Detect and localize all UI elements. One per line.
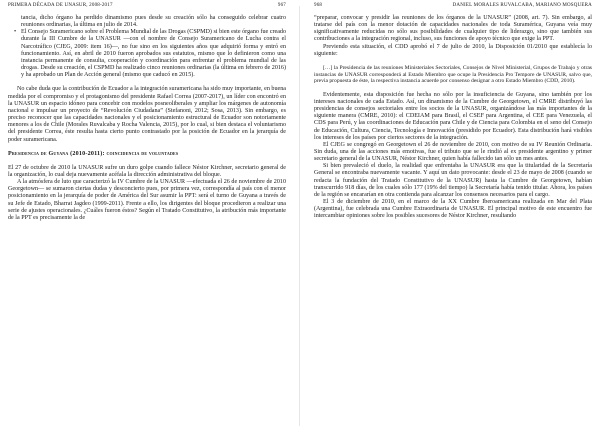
bullet-list bbox=[8, 15, 286, 79]
left-page bbox=[8, 0, 286, 431]
list-item-text: El Consejo Suramericano sobre el Problema Mundial de las Drogas (CSPMD) si bien este órgano fue creado durante la III Cumbre de la UNASUR —con el nombre de Consejo Suramericano de Lucha contra el Narcotráfico (CJEG, 2009: item 16)—, no fue sino en los siguientes años que adquirió forma y entró en funcionamiento. Así, en abril de 2010 fueron aprobados sus estatutos, mismo que lo definieron como una instancia permanente de consulta, cooperación y coordinación para enfrentar el problema mundial de las drogas. Desde su creación, el CSPMD ha realizado cinco reuniones ordinarias (la última en febrero de 2016) y ha aprobado un Plan de Acción general (mismo que caducó en 2015). bbox=[21, 29, 286, 79]
paragraph: A la atmósfera de luto que caracterizó la IV Cumbre de la UNASUR —efectuada el 26 de noviembre de 2010 Georgetown— se sumaron ciertas dudas y desconcierto pues, por primera vez, correspondía al país con el menor posicionamiento en la jerarquía de poder de América del Sur asumir la PPT: será el turno de Guyana a través de su Jefe de Estado, Bharrat Jagdeo (1999-2011). Frente a ello, los dirigentes del bloque procedieron a realizar una serie de ajustes operacionales. ¿Cuáles fueron éstos? Según el Tratado Constitutivo, la atribución más importante de la PPT es precisamente la de bbox=[8, 179, 286, 221]
paragraph: El 3 de diciembre de 2010, en el marco de la XX Cumbre Iberoamericana realizada en Mar del Plata (Argentina), fue celebrada una Cumbre Extraordinaria de UNASUR. El principal motivo de este encuentro fue intercambiar opiniones sobre los posibles sucesores de Néstor Kirchner, resultando bbox=[314, 199, 592, 220]
paragraph: No cabe duda que la contribución de Ecuador a la integración suramericana ha sido muy importante, en buena medida por el compromiso y el protagonismo del presidente Rafael Correa (2007-2017), un líder con encontró en la UNASUR un espacio idóneo para concebir con modelos posneoliberales y ampliar los márgenes de autonomía nacional e impulsar un proyecto de “Revolución Ciudadana” (Stefanoni, 2012; Sosa, 2013). Sin embargo, es preciso reconocer que las capacidades nacionales y el posicionamiento estructural de Ecuador son notoriamente menores a los de Chile (Morales Ruvalcaba y Rocha Valencia, 2015), por lo cual, si bien destaca el voluntarismo del presidente Correa, éste resulta hasta cierto punto contrastado por la posición de Ecuador en la jerarquía de poder suramericana. bbox=[8, 86, 286, 143]
left-page-body bbox=[8, 15, 286, 222]
paragraph: El 27 de octubre de 2010 la UNASUR sufre un duro golpe cuando fallece Néstor Kirchner, secretario general de la organización, lo cual deja nuevamente acéfala la dirección administrativa del bloque. bbox=[8, 164, 286, 178]
right-page-number: 968 bbox=[314, 3, 323, 8]
list-item-text: tancia, dicho órgano ha perdido dinamismo pues desde su creación sólo ha conseguido celebrar cuatro reuniones ordinarias, la última en julio de 2014. bbox=[21, 15, 286, 29]
section-heading: Presidencia de Guyana (2010-2011): coincidencia de voluntades bbox=[8, 150, 179, 157]
right-page bbox=[314, 0, 592, 431]
right-running-header bbox=[314, 0, 592, 12]
bullet-icon: • bbox=[14, 29, 17, 36]
list-item-continuation bbox=[21, 15, 286, 29]
right-running-head-authors: DANIEL MORALES RUVALCABA, MARIANO MOSQUERA bbox=[452, 3, 592, 8]
block-quote: […] la Presidencia de las reuniones Ministeriales Sectoriales, Consejos de Nivel Ministerial, Grupos de Trabajo y otras instancias de UNASUR corresponderá al Estado Miembro que ocupe la Presidencia Pro Tempore de UNASUR, salvo que, previa propuesta de éste, la respectiva instancia acuerde por consenso designar a otro Estado Miembro (CDD, 2010). bbox=[314, 64, 592, 85]
paragraph: Si bien prevaleció el duelo, la realidad que enfrentaba la UNASUR era que la titularidad de la Secretaría General se encontraba nuevamente vacante. Y aquí un dato provocante: desde el 23 de mayo de 2008 (cuando se redacta la fundación del Tratado Constitutivo de la UNASUR) hasta la Cumbre de Georgetown, habían transcurrido 918 días, de los cuales sólo 177 (19% del tiempo) la Secretaría había tenido titular. Ahora, los países de la región se encararían en otra contienda para alcanzar los consensos necesarios para el cargo. bbox=[314, 163, 592, 198]
left-running-header bbox=[8, 0, 286, 12]
paragraph: Previendo esta situación, el CDD aprobó el 7 de julio de 2010, la Disposición 01/2010 que establecía lo siguiente: bbox=[314, 43, 592, 57]
left-page-number: 967 bbox=[277, 3, 286, 8]
paragraph: Evidentemente, esta disposición fue hecha no sólo por la insuficiencia de Guyana, sino también por los intereses nacionales de cada Estado. Así, un dinamismo de la Cumbre de Georgetown, el CMRE distribuyó las presidencias de consejos sectoriales entre los socios de la UNASUR, organizándose las más importantes de la siguiente manera (CMRE, 2010): el CDEIAM para Brasil, el CSEF para Argentina, el CEE para Venezuela, el CDS para Perú, y las coordinaciones de Educación para Chile y de Ciencia para Colombia en el seno del Consejo de Educación, Cultura, Ciencia, Tecnología e Innovación (presidido por Ecuador). Esta distribución hará visibles los intereses de los países por ciertos sectores de la integración. bbox=[314, 91, 592, 141]
right-page-body bbox=[314, 15, 592, 221]
left-running-head-title: PRIMERA DÉCADA DE UNASUR, 2008-2017 bbox=[8, 3, 113, 8]
paragraph: El CJEG se congregó en Georgetown el 26 de noviembre de 2010, con motivo de su IV Reunión Ordinaria. Sin duda, una de las acciones más emotivas, fue el tributo que se le rindió al ex presidente argentino y primer secretario general de la UNASUR, Néstor Kirchner, quien había fallecido tan sólo un mes antes. bbox=[314, 141, 592, 163]
list-item-cspmd bbox=[14, 29, 286, 79]
paragraph: “preparar, convocar y presidir las reuniones de los órganos de la UNASUR” (2008, art. 7). Sin embargo, al tratarse del país con la menor dotación de capacidades nacionales de toda Suramérica, Guyana veía muy significativamente reducidas no sólo sus posibilidades de cualquier tipo de liderazgo, sino que también sus contribuciones a la integración regional, incluso, sus funciones de apoyo técnico que exige la PPT. bbox=[314, 15, 592, 43]
page-gutter bbox=[299, 6, 300, 426]
